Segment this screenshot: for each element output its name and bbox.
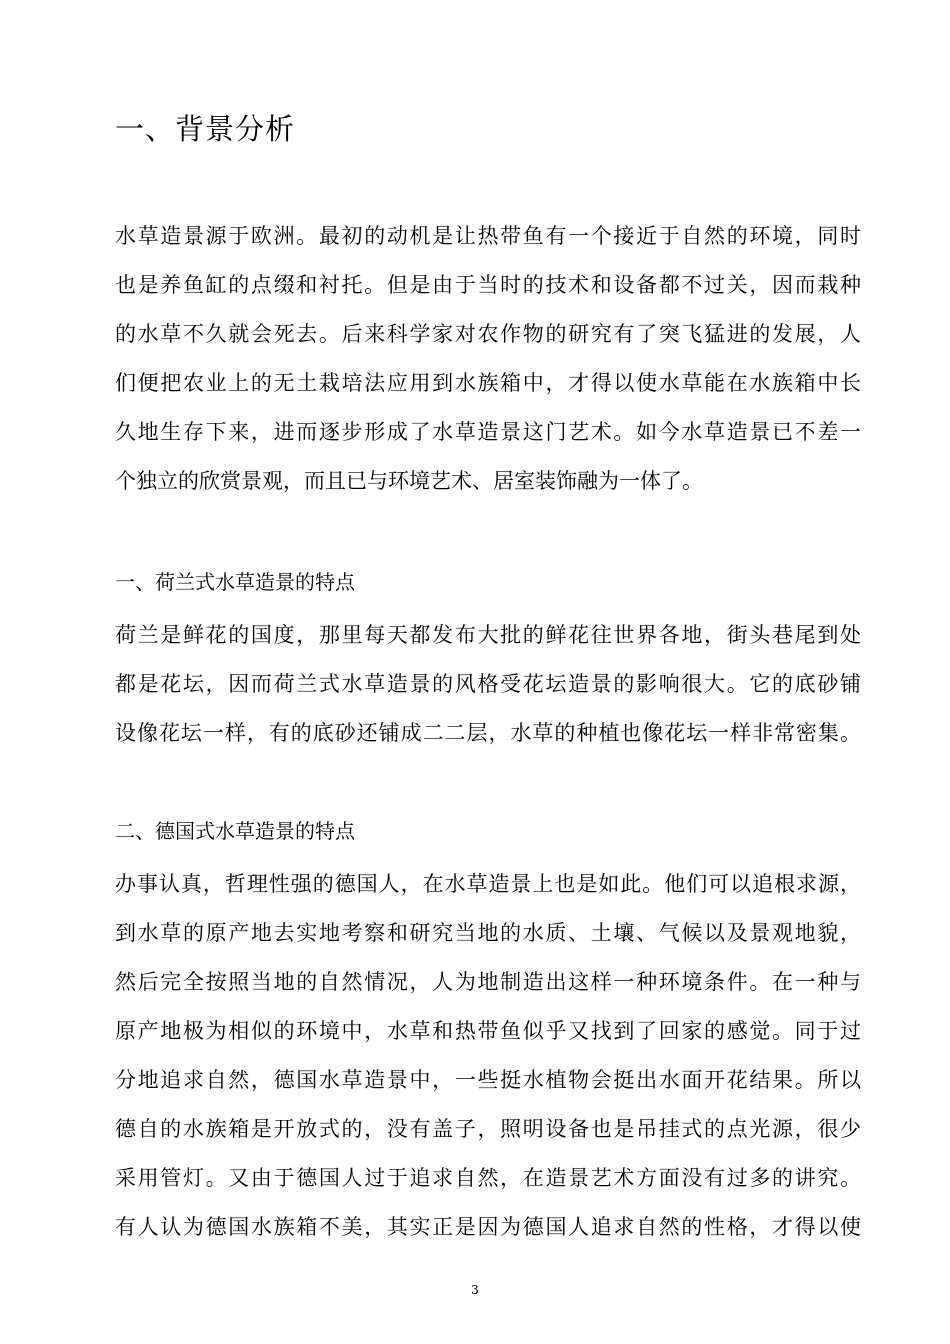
- paragraph-line: 久地生存下来，进而逐步形成了水草造景这门艺术。如今水草造景已不差一: [115, 420, 861, 444]
- paragraph-line: 原产地极为相似的环境中，水草和热带鱼似乎又找到了回家的感觉。同于过: [115, 1019, 861, 1043]
- paragraph-line: 水草造景源于欧洲。最初的动机是让热带鱼有一个接近于自然的环境，同时: [115, 224, 861, 248]
- page-title: 一、背景分析: [115, 112, 296, 146]
- section-heading-dutch: 一、荷兰式水草造景的特点: [115, 570, 355, 594]
- paragraph-line: 荷兰是鲜花的国度，那里每天都发布大批的鲜花往世界各地，街头巷尾到处: [115, 623, 861, 647]
- paragraph-line: 们便把农业上的无土栽培法应用到水族箱中，才得以使水草能在水族箱中长: [115, 371, 861, 395]
- paragraph-line: 然后完全按照当地的自然情况，人为地制造出这样一种环境条件。在一种与: [115, 970, 861, 994]
- paragraph-line: 个独立的欣赏景观，而且已与环境艺术、居室装饰融为一体了。: [115, 469, 703, 493]
- paragraph-line: 设像花坛一样，有的底砂还铺成二二层，水草的种植也像花坛一样非常密集。: [115, 721, 861, 745]
- paragraph-line: 分地追求自然，德国水草造景中，一些挺水植物会挺出水面开花结果。所以: [115, 1068, 861, 1092]
- german-paragraph: [115, 860, 861, 1252]
- paragraph-line: 办事认真，哲理性强的德国人，在水草造景上也是如此。他们可以追根求源，: [115, 872, 861, 896]
- paragraph-line: 到水草的原产地去实地考察和研究当地的水质、土壤、气候以及景观地貌，: [115, 921, 861, 945]
- section-heading-german: 二、德国式水草造景的特点: [115, 819, 355, 843]
- intro-paragraph: [115, 212, 861, 506]
- dutch-paragraph: [115, 611, 861, 758]
- paragraph-line: 都是花坛，因而荷兰式水草造景的风格受花坛造景的影响很大。它的底砂铺: [115, 672, 861, 696]
- paragraph-line: 的水草不久就会死去。后来科学家对农作物的研究有了突飞猛进的发展，人: [115, 322, 861, 346]
- paragraph-line: 采用管灯。又由于德国人过于追求自然，在造景艺术方面没有过多的讲究。: [115, 1166, 861, 1190]
- paragraph-line: 德自的水族箱是开放式的，没有盖子，照明设备也是吊挂式的点光源，很少: [115, 1117, 861, 1141]
- paragraph-line: 有人认为德国水族箱不美，其实正是因为德国人追求自然的性格，才得以使: [115, 1215, 861, 1239]
- paragraph-line: 也是养鱼缸的点缀和衬托。但是由于当时的技术和设备都不过关，因而栽种: [115, 273, 861, 297]
- page-number: 3: [471, 1283, 479, 1297]
